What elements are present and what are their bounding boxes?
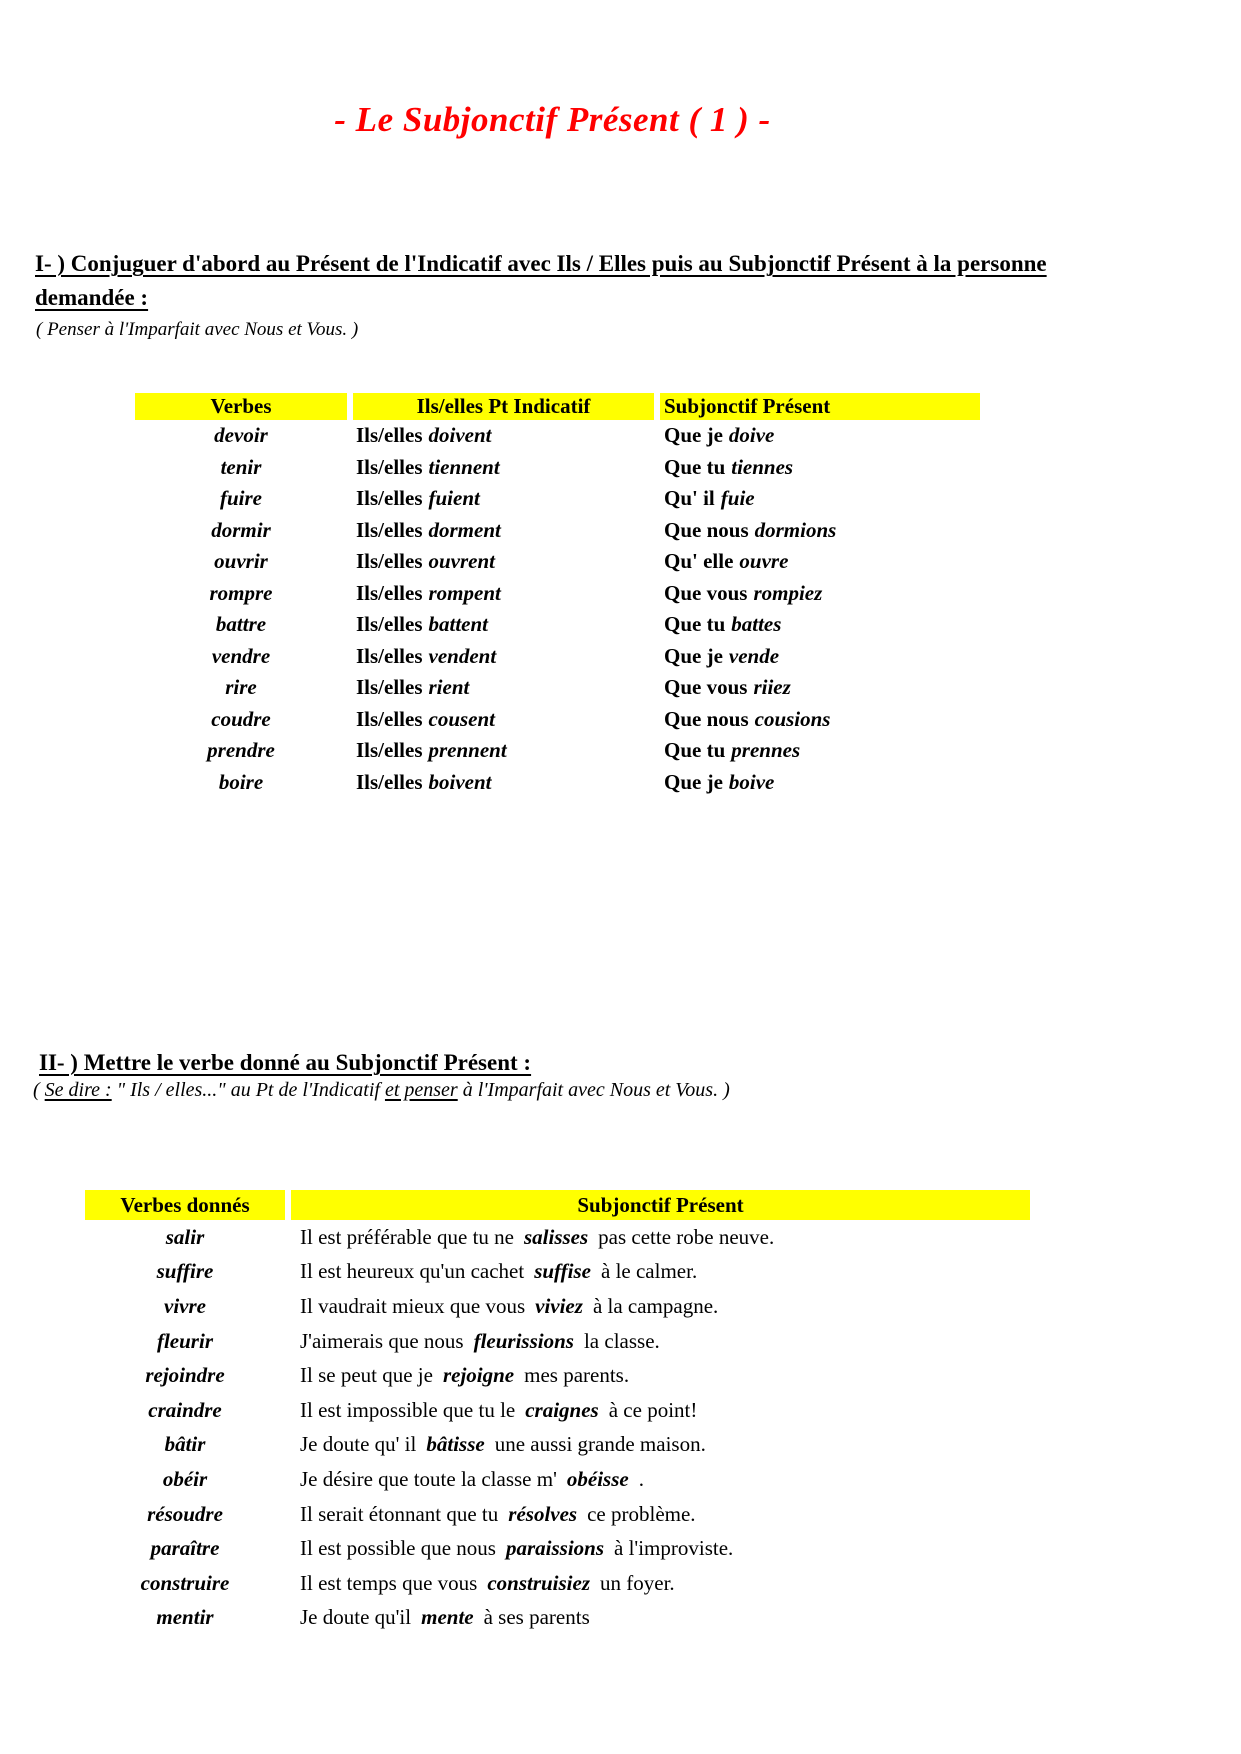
answer-verb: craignes — [525, 1397, 599, 1422]
table-row — [135, 515, 980, 547]
sentence-after: à ce point! — [608, 1397, 698, 1422]
sentence-after: pas cette robe neuve. — [598, 1224, 775, 1249]
answer-verb: résolves — [508, 1501, 578, 1526]
indicatif-verb: fuient — [428, 486, 480, 511]
verbe-infinitif: construire — [140, 1570, 230, 1595]
table-row — [85, 1428, 1030, 1463]
subjonctif-prefix: Que tu — [664, 612, 726, 637]
answer-verb: fleurissions — [473, 1328, 574, 1353]
verbe-cell — [85, 1324, 285, 1359]
table-row — [85, 1324, 1030, 1359]
col-header-subjonctif-present: Subjonctif Présent — [660, 393, 980, 420]
sentence-cell — [291, 1255, 1030, 1290]
answer-verb: construisiez — [487, 1570, 591, 1595]
verbe-infinitif: battre — [215, 612, 267, 637]
sentence-before: Il vaudrait mieux que vous — [300, 1293, 526, 1318]
sentence-after: une aussi grande maison. — [494, 1432, 706, 1457]
table-row — [135, 735, 980, 767]
indicatif-verb: boivent — [428, 769, 492, 794]
table-row — [85, 1531, 1030, 1566]
indicatif-verb: cousent — [428, 706, 496, 731]
indicatif-prefix: Ils/elles — [356, 454, 423, 479]
subjonctif-verb: prennes — [731, 738, 801, 763]
sentence-before: Il se peut que je — [300, 1363, 433, 1388]
verbe-infinitif: fuire — [220, 486, 262, 511]
indicatif-prefix: Ils/elles — [356, 643, 423, 668]
subjonctif-prefix: Que nous — [664, 706, 749, 731]
sentence-cell — [291, 1601, 1030, 1636]
table-row — [85, 1497, 1030, 1532]
subjonctif-cell — [660, 515, 980, 547]
table-row — [85, 1601, 1030, 1636]
verbe-cell — [135, 735, 347, 767]
indicatif-cell — [353, 735, 654, 767]
verbe-infinitif: salir — [165, 1224, 205, 1249]
answer-verb: paraissions — [505, 1536, 605, 1561]
table-row — [85, 1358, 1030, 1393]
indicatif-cell — [353, 452, 654, 484]
indicatif-cell — [353, 578, 654, 610]
verbe-cell — [135, 672, 347, 704]
subjonctif-prefix: Qu' elle — [664, 549, 734, 574]
subjonctif-verb: tiennes — [731, 454, 794, 479]
verbe-cell — [135, 641, 347, 673]
exercise-table — [79, 1190, 1036, 1635]
table-row — [85, 1462, 1030, 1497]
sentence-after: ce problème. — [587, 1501, 696, 1526]
section1-note: ( Penser à l'Imparfait avec Nous et Vous. ) — [36, 319, 359, 340]
subjonctif-prefix: Que je — [664, 643, 723, 668]
indicatif-prefix: Ils/elles — [356, 517, 423, 542]
verbe-cell — [135, 704, 347, 736]
sentence-after: à la campagne. — [592, 1293, 719, 1318]
table-row — [135, 452, 980, 484]
table-row — [135, 546, 980, 578]
subjonctif-verb: dormions — [754, 517, 837, 542]
indicatif-prefix: Ils/elles — [356, 580, 423, 605]
verbe-infinitif: résoudre — [147, 1501, 223, 1526]
indicatif-cell — [353, 546, 654, 578]
subjonctif-verb: rompiez — [753, 580, 823, 605]
sentence-cell — [291, 1531, 1030, 1566]
table-row — [85, 1289, 1030, 1324]
sentence-before: Il est possible que nous — [300, 1536, 496, 1561]
indicatif-cell — [353, 767, 654, 799]
verbe-cell — [85, 1393, 285, 1428]
verbe-cell — [85, 1428, 285, 1463]
indicatif-verb: vendent — [428, 643, 497, 668]
verbe-cell — [85, 1220, 285, 1255]
subjonctif-prefix: Que vous — [664, 675, 748, 700]
subjonctif-verb: cousions — [754, 706, 831, 731]
verbe-infinitif: ouvrir — [214, 549, 268, 574]
answer-verb: mente — [421, 1605, 474, 1630]
verbe-cell — [135, 452, 347, 484]
note-underlined-et-penser: et penser — [384, 1079, 458, 1101]
verbe-infinitif: rejoindre — [145, 1363, 225, 1388]
sentence-cell — [291, 1393, 1030, 1428]
verbe-infinitif: paraître — [150, 1536, 220, 1561]
note-part-close: à l'Imparfait avec Nous et Vous. ) — [457, 1079, 730, 1101]
verbe-cell — [85, 1566, 285, 1601]
indicatif-cell — [353, 672, 654, 704]
sentence-after: à l'improviste. — [614, 1536, 734, 1561]
indicatif-verb: battent — [428, 612, 489, 637]
col-header-verbes: Verbes — [135, 393, 347, 420]
table-row — [135, 609, 980, 641]
subjonctif-cell — [660, 609, 980, 641]
indicatif-prefix: Ils/elles — [356, 423, 423, 448]
exercise-table-body — [85, 1220, 1030, 1635]
answer-verb: salisses — [523, 1224, 589, 1249]
subjonctif-prefix: Que tu — [664, 738, 726, 763]
subjonctif-verb: riiez — [753, 675, 791, 700]
sentence-cell — [291, 1497, 1030, 1532]
section2-heading: II- ) Mettre le verbe donné au Subjonctif Présent : — [39, 1050, 532, 1075]
indicatif-cell — [353, 609, 654, 641]
verbe-cell — [85, 1601, 285, 1636]
verbe-cell — [85, 1462, 285, 1497]
sentence-cell — [291, 1566, 1030, 1601]
sentence-cell — [291, 1428, 1030, 1463]
indicatif-verb: rient — [428, 675, 470, 700]
verbe-cell — [135, 546, 347, 578]
sentence-after: la classe. — [583, 1328, 660, 1353]
indicatif-prefix: Ils/elles — [356, 486, 423, 511]
indicatif-prefix: Ils/elles — [356, 769, 423, 794]
verbe-infinitif: devoir — [214, 423, 268, 448]
indicatif-prefix: Ils/elles — [356, 706, 423, 731]
sentence-after: . — [638, 1466, 644, 1491]
verbe-infinitif: rompre — [209, 580, 273, 605]
conjugation-table — [129, 393, 986, 798]
col-header-ils-elles-pt-indicatif: Ils/elles Pt Indicatif — [353, 393, 654, 420]
sentence-before: Je désire que toute la classe m' — [300, 1466, 557, 1491]
subjonctif-cell — [660, 735, 980, 767]
subjonctif-verb: vende — [728, 643, 780, 668]
col-header-subjonctif-present-2: Subjonctif Présent — [291, 1190, 1030, 1220]
indicatif-cell — [353, 704, 654, 736]
table-row — [85, 1393, 1030, 1428]
subjonctif-verb: doive — [728, 423, 775, 448]
sentence-before: Je doute qu' il — [300, 1432, 417, 1457]
subjonctif-verb: fuie — [720, 486, 755, 511]
verbe-cell — [85, 1497, 285, 1532]
indicatif-prefix: Ils/elles — [356, 612, 423, 637]
verbe-cell — [135, 767, 347, 799]
verbe-infinitif: prendre — [207, 738, 275, 763]
subjonctif-prefix: Que je — [664, 423, 723, 448]
table-row — [85, 1255, 1030, 1290]
sentence-cell — [291, 1289, 1030, 1324]
answer-verb: suffise — [534, 1259, 591, 1284]
note-underlined-se-dire: Se dire : — [44, 1079, 112, 1101]
answer-verb: rejoigne — [442, 1363, 515, 1388]
table-row — [135, 641, 980, 673]
table-row — [135, 704, 980, 736]
table-row — [135, 578, 980, 610]
sentence-before: Il est temps que vous — [300, 1570, 478, 1595]
verbe-infinitif: mentir — [156, 1605, 214, 1630]
table-row — [135, 672, 980, 704]
verbe-infinitif: coudre — [211, 706, 271, 731]
section2-note — [33, 1079, 730, 1102]
sentence-cell — [291, 1358, 1030, 1393]
table-row — [135, 483, 980, 515]
note-part-open: ( — [33, 1079, 45, 1101]
subjonctif-prefix: Que nous — [664, 517, 749, 542]
verbe-infinitif: suffire — [156, 1259, 214, 1284]
indicatif-verb: tiennent — [428, 454, 500, 479]
verbe-cell — [135, 515, 347, 547]
table-row — [85, 1566, 1030, 1601]
subjonctif-cell — [660, 672, 980, 704]
answer-verb: viviez — [535, 1293, 583, 1318]
indicatif-verb: doivent — [428, 423, 492, 448]
subjonctif-cell — [660, 452, 980, 484]
indicatif-prefix: Ils/elles — [356, 675, 423, 700]
verbe-infinitif: obéir — [162, 1466, 208, 1491]
sentence-after: mes parents. — [524, 1363, 630, 1388]
verbe-cell — [135, 609, 347, 641]
verbe-cell — [85, 1255, 285, 1290]
page-title: - Le Subjonctif Présent ( 1 ) - — [334, 100, 771, 139]
verbe-cell — [85, 1289, 285, 1324]
answer-verb: bâtisse — [426, 1432, 485, 1457]
subjonctif-verb: ouvre — [739, 549, 789, 574]
verbe-cell — [135, 483, 347, 515]
sentence-before: Il est impossible que tu le — [300, 1397, 516, 1422]
verbe-cell — [135, 420, 347, 452]
sentence-before: Il est préférable que tu ne — [300, 1224, 514, 1249]
subjonctif-cell — [660, 578, 980, 610]
indicatif-cell — [353, 641, 654, 673]
indicatif-verb: rompent — [428, 580, 501, 605]
subjonctif-cell — [660, 483, 980, 515]
subjonctif-prefix: Que tu — [664, 454, 726, 479]
verbe-infinitif: dormir — [211, 517, 271, 542]
indicatif-cell — [353, 420, 654, 452]
verbe-infinitif: craindre — [148, 1397, 222, 1422]
subjonctif-verb: battes — [731, 612, 782, 637]
subjonctif-cell — [660, 767, 980, 799]
table-row — [85, 1220, 1030, 1255]
subjonctif-prefix: Que je — [664, 769, 723, 794]
verbe-infinitif: tenir — [220, 454, 262, 479]
conjugation-table-body — [135, 420, 980, 798]
indicatif-verb: dorment — [428, 517, 501, 542]
sentence-before: Je doute qu'il — [300, 1605, 412, 1630]
col-header-verbes-donnes: Verbes donnés — [85, 1190, 285, 1220]
section1-heading: I- ) Conjuguer d'abord au Présent de l'Indicatif avec Ils / Elles puis au Subjonctif Présent à la personne demandée : — [35, 251, 1047, 310]
indicatif-cell — [353, 483, 654, 515]
indicatif-cell — [353, 515, 654, 547]
subjonctif-cell — [660, 546, 980, 578]
indicatif-prefix: Ils/elles — [356, 738, 423, 763]
verbe-infinitif: vivre — [164, 1293, 206, 1318]
verbe-infinitif: fleurir — [156, 1328, 213, 1353]
subjonctif-cell — [660, 704, 980, 736]
sentence-before: J'aimerais que nous — [300, 1328, 464, 1353]
sentence-after: à ses parents — [483, 1605, 590, 1630]
answer-verb: obéisse — [566, 1466, 629, 1491]
sentence-cell — [291, 1324, 1030, 1359]
verbe-infinitif: bâtir — [164, 1432, 206, 1457]
indicatif-verb: prennent — [428, 738, 507, 763]
conjugation-table-header-row — [135, 393, 980, 420]
subjonctif-prefix: Qu' il — [664, 486, 715, 511]
exercise-table-header-row — [85, 1190, 1030, 1220]
indicatif-prefix: Ils/elles — [356, 549, 423, 574]
sentence-before: Il serait étonnant que tu — [300, 1501, 499, 1526]
note-part-middle: " Ils / elles..." au Pt de l'Indicatif — [111, 1079, 385, 1101]
verbe-cell — [135, 578, 347, 610]
sentence-after: un foyer. — [600, 1570, 675, 1595]
verbe-cell — [85, 1531, 285, 1566]
sentence-after: à le calmer. — [601, 1259, 698, 1284]
sentence-before: Il est heureux qu'un cachet — [300, 1259, 525, 1284]
table-row — [135, 767, 980, 799]
table-row — [135, 420, 980, 452]
subjonctif-cell — [660, 641, 980, 673]
subjonctif-verb: boive — [728, 769, 775, 794]
verbe-infinitif: vendre — [211, 643, 271, 668]
verbe-infinitif: boire — [218, 769, 264, 794]
sentence-cell — [291, 1462, 1030, 1497]
indicatif-verb: ouvrent — [428, 549, 496, 574]
subjonctif-prefix: Que vous — [664, 580, 748, 605]
subjonctif-cell — [660, 420, 980, 452]
verbe-infinitif: rire — [225, 675, 257, 700]
verbe-cell — [85, 1358, 285, 1393]
sentence-cell — [291, 1220, 1030, 1255]
